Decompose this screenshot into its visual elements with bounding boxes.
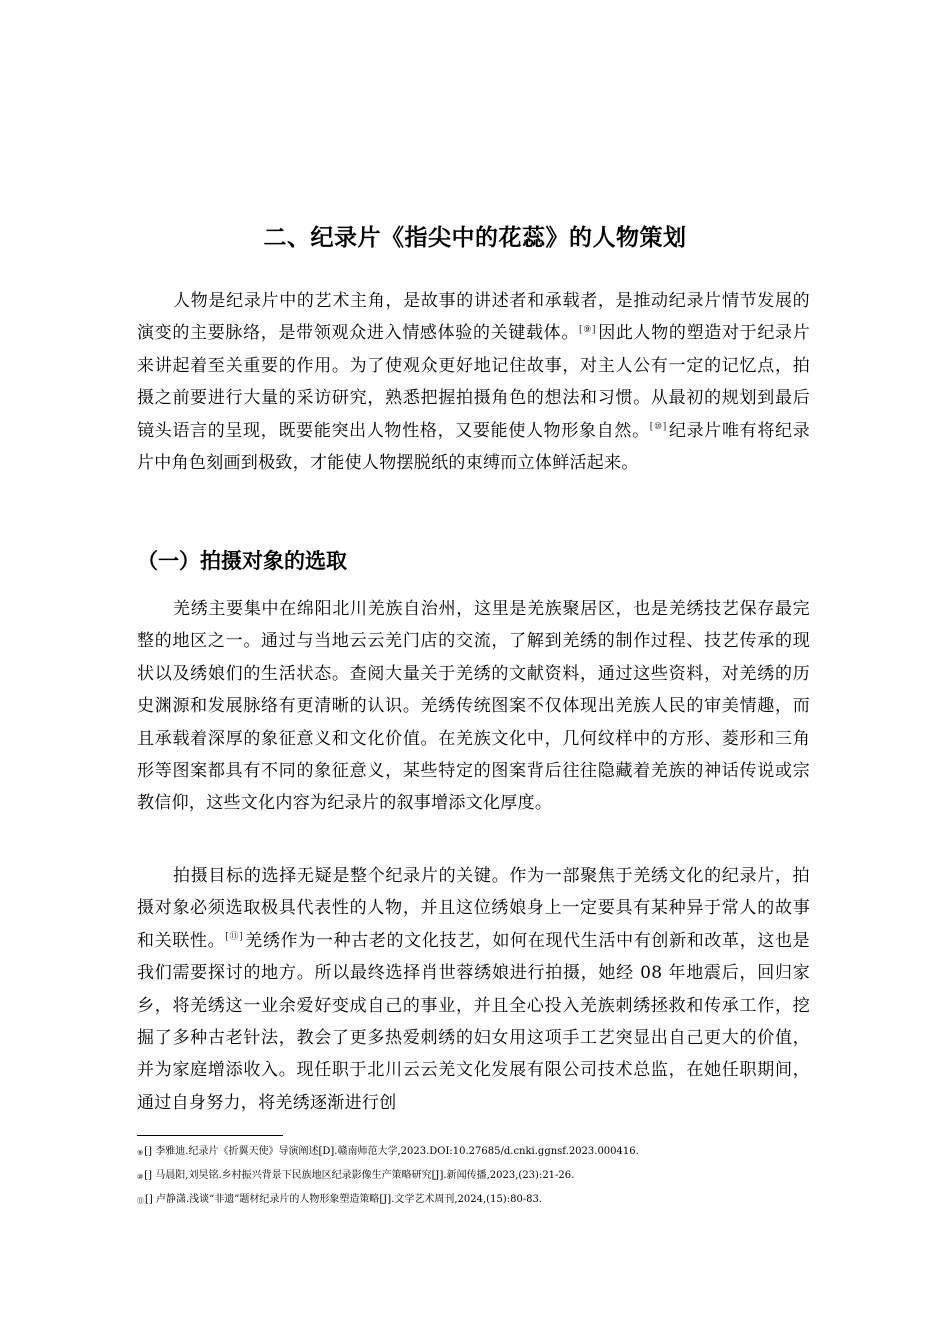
- paragraph-qiang-embroidery: 羌绣主要集中在绵阳北川羌族自治州，这里是羌族聚居区，也是羌绣技艺保存最完整的地区之一。通过与当地云云羌门店的交流，了解到羌绣的制作过程、技艺传承的现状以及绣娘们的生活状态。查阅大量关于羌绣的文献资料，通过这些资料，对羌绣的历史渊源和发展脉络有更清晰的认识。羌绣传统图案不仅体现出羌族人民的审美情趣，而且承载着深厚的象征意义和文化价值。在羌族文化中，几何纹样中的方形、菱形和三角形等图案都具有不同的象征意义，某些特定的图案背后往往隐藏着羌族的神话传说或宗教信仰，这些文化内容为纪录片的叙事增添文化厚度。: [137, 599, 810, 814]
- subsection-title: （一）拍摄对象的选取: [137, 549, 347, 573]
- paragraph-text: 因此人物的塑造对于纪录片来讲起着至关重要的作用。为了使观众更好地记住故事，对主人公有一定的记忆点，拍摄之前要进行大量的采访研究，熟悉把握拍摄角色的想法和习惯。从最初的规划到最后镜头语言的呈现，既要能突出人物性格，又要能使人物形象自然。: [137, 323, 810, 441]
- footnote-text: [] 卢静潇.浅谈“非遗”题材纪录片的人物形象塑造策略[J].文学艺术周刊,2024,(15):80-83.: [145, 1194, 543, 1205]
- citation-marker: [⑪]: [225, 932, 243, 943]
- footnote-mark: ⑩: [137, 1173, 144, 1181]
- footnote-item: [137, 1169, 837, 1184]
- footnote-divider: [137, 1135, 283, 1136]
- footnote-mark: ⑨: [137, 1149, 144, 1157]
- paragraph-intro: [137, 285, 810, 479]
- footnote-item: [137, 1145, 837, 1160]
- footnote-mark: ⑪: [137, 1197, 144, 1205]
- section-title: 二、纪录片《指尖中的花蕊》的人物策划: [263, 225, 687, 251]
- paragraph-text: 人物是纪录片中的艺术主角，是故事的讲述者和承载者，是推动纪录片情节发展的演变的主要脉络，是带领观众进入情感体验的关键载体。: [137, 291, 810, 344]
- citation-marker: [⑨]: [579, 324, 596, 335]
- paragraph-text: 拍摄目标的选择无疑是整个纪录片的关键。作为一部聚焦于羌绣文化的纪录片，拍摄对象必须选取极具代表性的人物，并且这位绣娘身上一定要具有某种异于常人的故事和关联性。: [137, 866, 810, 951]
- footnote-item: [137, 1193, 837, 1208]
- paragraph-text: 羌绣作为一种古老的文化技艺，如何在现代生活中有创新和改革，这也是我们需要探讨的地方。所以最终选择肖世蓉绣娘进行拍摄，她经 08 年地震后，回归家乡，将羌绣这一业余爱好变成自己的事业，并且全心投入羌族刺绣拯救和传承工作，挖掘了多种古老针法，教会了更多热爱刺绣的妇女用这项手工艺突显出自己更大的价值，并为家庭增添收入。现任职于北川云云羌文化发展有限公司技术总监，在她任职期间，通过自身努力，将羌绣逐渐进行创: [137, 930, 810, 1113]
- footnote-text: [] 马晨阳,刘昊铭.乡村振兴背景下民族地区纪录影像生产策略研究[J].新闻传播,2023,(23):21-26.: [144, 1170, 575, 1181]
- citation-marker: [⑩]: [649, 421, 667, 432]
- paragraph-text: 纪录片唯有将纪录片中角色刻画到极致，才能使人物摆脱纸的束缚而立体鲜活起来。: [137, 420, 811, 474]
- footnote-text: [] 李雅迪.纪录片《折翼天使》导演阐述[D].赣南师范大学,2023.DOI:10.27685/d.cnki.ggnsf.2023.000416.: [144, 1146, 639, 1157]
- paragraph-subject-selection: [137, 860, 810, 1119]
